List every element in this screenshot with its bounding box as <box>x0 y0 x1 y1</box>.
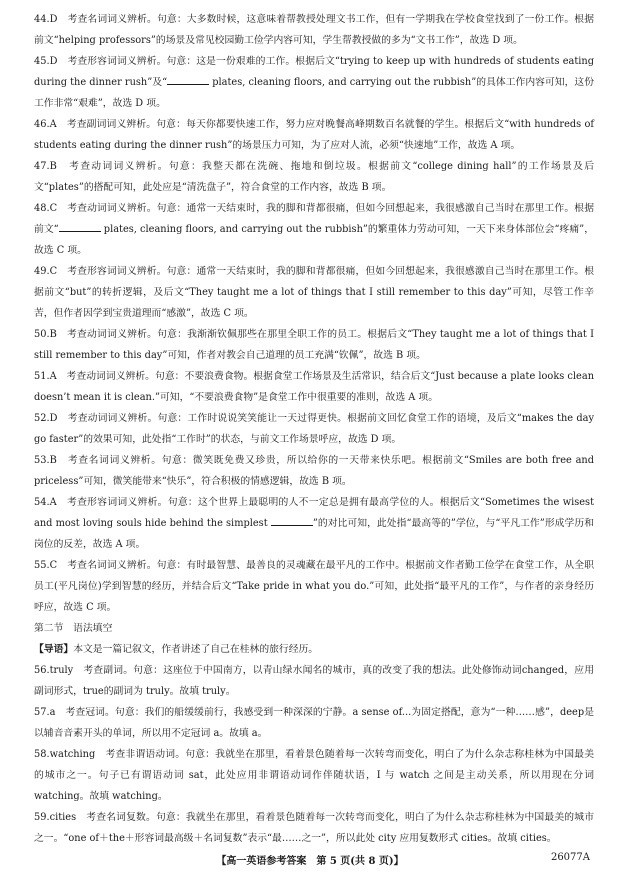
item-explanation: 考查动词词义辨析。句意：工作时说说笑笑能让一天过得更快。根据前文回忆食堂工作的语境，及后文“makes the day go faster”的效果可知，此处指“工作时”的状态，与前文工作场景呼应，故选 D 项。 <box>34 413 598 445</box>
item-key: D <box>49 413 58 424</box>
item-key: watching <box>49 749 96 760</box>
page-footer <box>0 852 620 872</box>
item-explanation: 考查形容词词义辨析。句意：这个世界上最聪明的人不一定总是拥有最高学位的人。根据后文“Sometimes the wisest and most loving souls hide behind the simplest <box>34 497 598 529</box>
guide-paragraph <box>34 639 594 660</box>
answer-item-44 <box>34 9 594 51</box>
answer-item-56 <box>34 660 594 702</box>
item-key: D <box>49 14 58 25</box>
answer-item-54 <box>34 492 598 555</box>
item-number: 52. <box>34 413 50 424</box>
answer-item-49 <box>34 261 594 324</box>
item-explanation: 考查副词。句意：这座位于中国南方，以青山绿水闻名的城市，真的改变了我的想法。此处修饰动词changed，应用副词形式，true的副词为 truly。故填 truly。 <box>34 665 594 697</box>
item-explanation: 考查动词词义辨析。句意：我整天都在洗碗、拖地和倒垃圾。根据前文“college dining hall”的工作场景及后文“plates”的搭配可知，此处应是“清洗盘子”，符合食堂的工作内容，故选 B 项。 <box>34 161 595 193</box>
item-number: 59. <box>34 812 50 823</box>
item-number: 55. <box>34 560 50 571</box>
item-explanation: 考查名词复数。句意：我就坐在那里，看着景色随着每一次转弯而变化，明白了为什么杂志称桂林为中国最美的城市之一。“one of＋the＋形容词最高级＋名词复数”表示“最……之一”，所以此处 city 应用复数形式 cities。故填 cities。 <box>34 812 595 844</box>
item-explanation-cont: ”的对比可知，此处指“最高等的”学位，与“平凡工作”形成学历和岗位的反差，故选 A 项。 <box>34 518 594 550</box>
item-key: B <box>49 455 57 466</box>
item-explanation-cont: plates, cleaning floors, and carrying out the rubbish”的具体工作内容可知，这份工作非常“艰难”，故选 D 项。 <box>34 77 594 109</box>
section-title: 第二节 语法填空 <box>34 623 113 634</box>
answer-item-53 <box>34 450 598 492</box>
answer-item-47 <box>34 156 594 198</box>
answer-item-50 <box>34 324 598 366</box>
answer-item-55 <box>34 555 594 618</box>
item-key: A <box>49 371 57 382</box>
item-key: C <box>49 266 58 277</box>
item-key: C <box>49 203 58 214</box>
item-key: cities <box>49 812 77 823</box>
item-number: 46. <box>34 119 50 130</box>
item-number: 49. <box>34 266 50 277</box>
answer-item-48 <box>34 198 594 261</box>
answer-item-52 <box>34 408 598 450</box>
item-explanation: 考查动词词义辨析。句意：不要浪费食物。根据食堂工作场景及生活常识，结合后文“Just because a plate looks clean doesn’t mean it is clean.”可知，“不要浪费食物”是食堂工作中很重要的准则，故选 A 项。 <box>34 371 598 403</box>
answer-item-46 <box>34 114 598 156</box>
answer-item-58 <box>34 744 598 807</box>
footer-doc-code: 26077A <box>550 852 590 863</box>
item-explanation: 考查非谓语动词。句意：我就坐在那里，看着景色随着每一次转弯而变化，明白了为什么杂志称桂林为中国最美的城市之一。句子已有谓语动词 sat，此处应用非谓语动词作伴随状语，I 与 watch 之间是主动关系，所以用现在分词 watching。故填 watching。 <box>34 749 598 802</box>
item-explanation: 考查名词词义辨析。句意：大多数时候，这意味着帮教授处理文书工作，但有一学期我在学校食堂找到了一份工作。根据前文“helping professors”的场景及常见校园勤工俭学内容可知，学生帮教授做的多为“文书工作”，故选 D 项。 <box>34 14 595 46</box>
item-key: A <box>49 497 57 508</box>
answer-item-51 <box>34 366 598 408</box>
item-number: 47. <box>34 161 50 172</box>
item-number: 45. <box>34 56 50 67</box>
item-number: 53. <box>34 455 50 466</box>
footer-page-label: 【高一英语参考答案 第 5 页(共 8 页)】 <box>216 856 404 867</box>
item-explanation: 考查冠词。句意：我们的船缓缓前行，我感受到一种深深的宁静。a sense of...为固定搭配，意为“一种……感”，deep是以辅音音素开头的单词，所以用不定冠词 a。故填 a。 <box>34 707 595 739</box>
item-number: 51. <box>34 371 50 382</box>
item-number: 57. <box>34 707 50 718</box>
item-key: C <box>49 560 58 571</box>
answer-item-59 <box>34 807 594 849</box>
item-number: 48. <box>34 203 50 214</box>
item-explanation: 考查名词词义辨析。句意：有时最智慧、最善良的灵魂藏在最平凡的工作中。根据前文作者勤工俭学在食堂工作，从全职员工(平凡岗位)学到智慧的经历，并结合后文“Take pride in what you do.”可知，此处指“最平凡的工作”，与作者的亲身经历呼应，故选 C 项。 <box>34 560 595 613</box>
item-key: B <box>49 329 57 340</box>
item-number: 54. <box>34 497 50 508</box>
item-key: D <box>49 56 58 67</box>
answer-item-57 <box>34 702 594 744</box>
item-explanation: 考查形容词词义辨析。句意：这是一份艰难的工作。根据后文“trying to keep up with hundreds of students eating during the dinner rush”及“ <box>34 56 598 88</box>
fill-blank <box>167 74 209 85</box>
item-number: 50. <box>34 329 50 340</box>
item-key: a <box>49 707 56 718</box>
item-key: B <box>49 161 57 172</box>
answer-item-45 <box>34 51 598 114</box>
item-explanation: 考查名词词义辨析。句意：微笑既免费又珍贵，所以给你的一天带来快乐吧。根据前文“Smiles are both free and priceless”可知，微笑能带来“快乐”，符合积极的情感逻辑，故选 B 项。 <box>34 455 598 487</box>
answer-list <box>34 9 598 849</box>
item-key: A <box>49 119 57 130</box>
item-number: 44. <box>34 14 50 25</box>
item-explanation: 考查形容词词义辨析。句意：通常一天结束时，我的脚和背都很痛，但如今回想起来，我很感激自己当时在那里工作。根据前文“but”的转折逻辑，及后文“They taught me a lot of things that I still remember to this day”可知，尽管工作辛苦，但作者因学到宝贵道理而“感激”，故选 C 项。 <box>34 266 595 319</box>
item-explanation: 考查动词词义辨析。句意：通常一天结束时，我的脚和背都很痛，但如今回想起来，我很感激自己当时在那里工作。根据前文“ <box>34 203 595 235</box>
fill-blank <box>271 515 313 526</box>
fill-blank <box>59 221 101 232</box>
item-key: truly <box>49 665 74 676</box>
guide-text: 本文是一篇记叙文，作者讲述了自己在桂林的旅行经历。 <box>73 644 319 655</box>
item-number: 56. <box>34 665 50 676</box>
item-number: 58. <box>34 749 50 760</box>
item-explanation: 考查副词词义辨析。句意：每天你都要快速工作，努力应对晚餐高峰期数百名就餐的学生。根据后文“with hundreds of students eating during the dinner rush”的场景压力可知，为了应对人流，必须“快速地”工作，故选 A 项。 <box>34 119 598 151</box>
item-explanation: 考查动词词义辨析。句意：我渐渐钦佩那些在那里全职工作的员工。根据后文“They taught me a lot of things that I still remember to this day”可知，作者对教会自己道理的员工充满“钦佩”，故选 B 项。 <box>34 329 598 361</box>
item-explanation-cont: plates, cleaning floors, and carrying out the rubbish”的繁重体力劳动可知，一天下来身体部位会“疼痛”，故选 C 项。 <box>34 224 594 256</box>
guide-tag: 【导语】 <box>34 644 74 655</box>
